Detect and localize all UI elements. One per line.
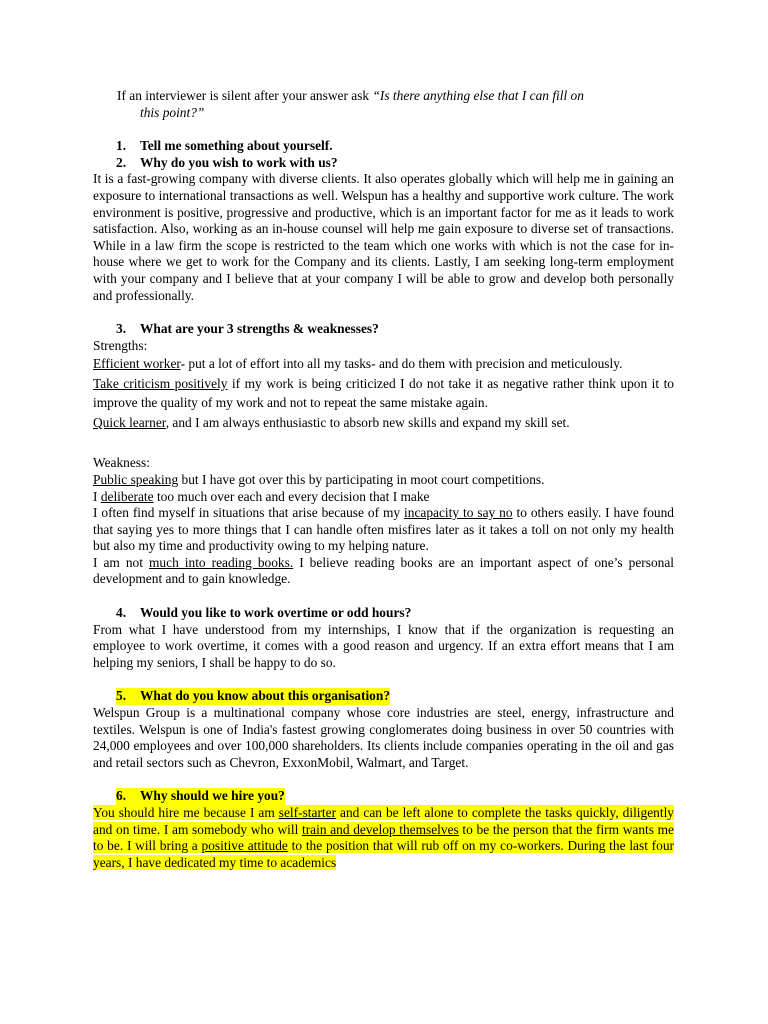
weakness-heading: Weakness: [93,455,150,471]
question-6: 6. Why should we hire you? [116,788,285,804]
intro-quote-2: this point?” [140,104,205,120]
question-1: 1. Tell me something about yourself. [116,138,333,154]
question-2: 2. Why do you wish to work with us? [116,154,338,170]
answer-6: You should hire me because I am self-starter and can be left alone to complete the tasks quickly, diligently and on time. I am somebody who will train and develop themselves to be the person that the firm wants me to be. I will bring a positive attitude to the position that will rub off on my co-workers. During the last four years, I have dedicated my time to academics [93,805,674,870]
strengths-heading: Strengths: [93,337,148,353]
question-3: 3. What are your 3 strengths & weaknesses? [116,321,379,337]
document-page [93,88,674,871]
intro-paragraph [93,88,674,121]
intro-quote-1: “Is there anything else that I can fill on [372,88,584,103]
answer-4: From what I have understood from my internships, I know that if the organization is requesting an employee to work overtime, it comes with a good reason and urgency. If an extra effort means that I am helping my seniors, I shall be happy to do so. [93,621,674,670]
strength-3: Quick learner, and I am always enthusiastic to absorb new skills and expand my skill set. [93,414,570,430]
weakness-2: I deliberate too much over each and every decision that I make [93,488,430,504]
answer-5: Welspun Group is a multinational company whose core industries are steel, energy, infrastructure and textiles. Welspun is one of India's fastest growing conglomerates doing business in over 50 countries with 24,000 employees and over 100,000 shareholders. Its clients include companies operating in the oil and gas and retail sectors such as Chevron, ExxonMobil, Walmart, and Target. [93,705,674,770]
weakness-1: Public speaking but I have got over this by participating in moot court competitions. [93,471,545,487]
weakness-4: I am not much into reading books. I believe reading books are an important aspect of one’s personal development and to gain knowledge. [93,554,674,587]
question-4: 4. Would you like to work overtime or odd hours? [116,605,412,621]
strength-1: Efficient worker- put a lot of effort into all my tasks- and do them with precision and meticulously. [93,356,623,372]
intro-prefix: If an interviewer is silent after your answer ask [117,88,373,103]
question-5: 5. What do you know about this organisation? [116,688,391,704]
answer-2: It is a fast-growing company with diverse clients. It also operates globally which will help me in gaining an exposure to international transactions as well. Welspun has a healthy and supportive work culture. The work environment is positive, progressive and productive, which is an important factor for me as it leads to work satisfaction. Also, working as an in-house counsel will help me gain exposure to diverse set of transactions. While in a law firm the scope is restricted to the team which one works with which is not the case for in-house where we get to work for the Company and its clients. Lastly, I am seeking long-term employment with your company and I believe that at your company I will be able to grow and develop both personally and professionally. [93,171,674,303]
weakness-3: I often find myself in situations that arise because of my incapacity to say no to others easily. I have found that saying yes to more things that I can handle often misfires later as it takes a toll on not only my health but also my time and productivity owing to my helping nature. [93,505,674,554]
strength-2: Take criticism positively if my work is being criticized I do not take it as negative rather think upon it to improve the quality of my work and not to repeat the same mistake again. [93,375,674,411]
